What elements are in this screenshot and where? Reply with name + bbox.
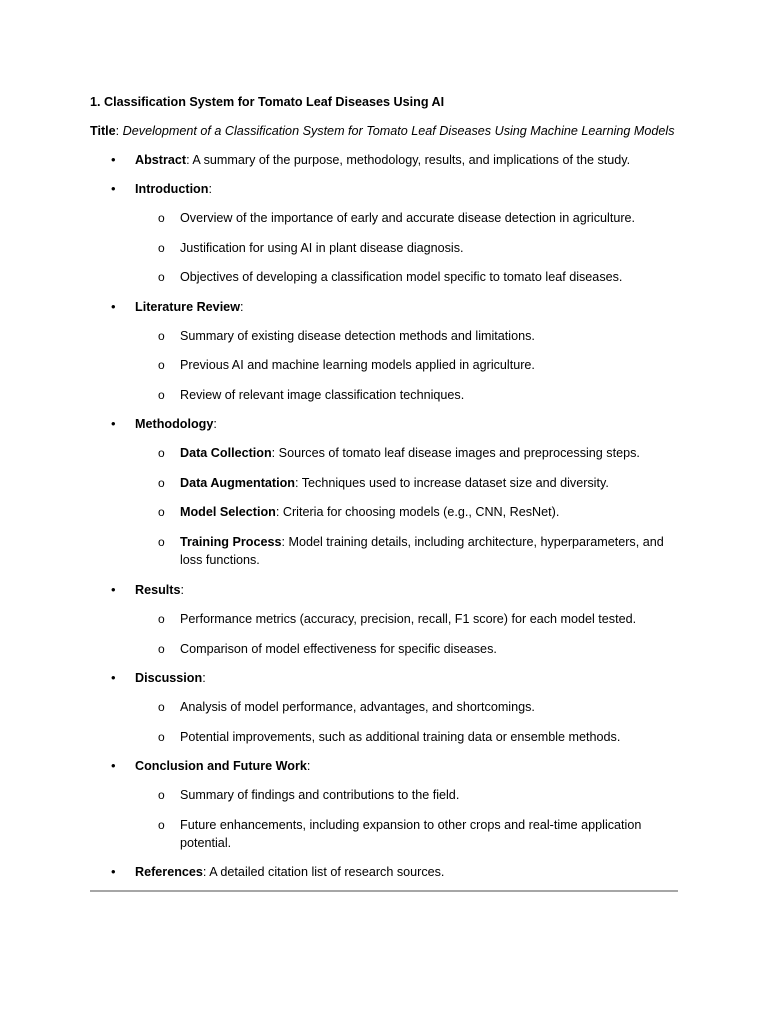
sub-item-line (180, 533, 680, 569)
title-separator: : (115, 124, 123, 138)
literature-review-label: Literature Review (135, 300, 240, 314)
references-text: : A detailed citation list of research sources. (202, 865, 445, 879)
sub-item-label: Model Selection (180, 505, 276, 519)
circle-bullet-icon: o (158, 270, 165, 284)
sub-item-text: Comparison of model effectiveness for specific diseases. (180, 642, 497, 656)
bullet-icon: • (111, 758, 116, 773)
sub-item-text: : Sources of tomato leaf disease images and preprocessing steps. (271, 446, 640, 460)
conclusion-label: Conclusion and Future Work (135, 759, 307, 773)
sub-item-text: Summary of existing disease detection methods and limitations. (180, 329, 535, 343)
circle-bullet-icon: o (158, 211, 165, 225)
circle-bullet-icon: o (158, 241, 165, 255)
introduction-text: : (208, 182, 212, 196)
introduction-line (135, 180, 212, 198)
references-line (135, 863, 444, 881)
sub-item-text: Potential improvements, such as additional training data or ensemble methods. (180, 730, 621, 744)
bullet-icon: • (111, 416, 116, 431)
bullet-icon: • (111, 670, 116, 685)
sub-item-line (180, 503, 680, 521)
circle-bullet-icon: o (158, 788, 165, 802)
abstract-text: : A summary of the purpose, methodology, results, and implications of the study. (186, 153, 631, 167)
circle-bullet-icon: o (158, 358, 165, 372)
sub-item-label: Data Augmentation (180, 476, 295, 490)
circle-bullet-icon: o (158, 535, 165, 549)
sub-item-text: : Techniques used to increase dataset size and diversity. (294, 476, 609, 490)
sub-item-text: : Criteria for choosing models (e.g., CNN, ResNet). (275, 505, 560, 519)
methodology-text: : (213, 417, 217, 431)
results-label: Results (135, 583, 181, 597)
sub-item-text: Previous AI and machine learning models applied in agriculture. (180, 358, 535, 372)
horizontal-rule (90, 890, 678, 892)
circle-bullet-icon: o (158, 446, 165, 460)
circle-bullet-icon: o (158, 329, 165, 343)
bullet-icon: • (111, 299, 116, 314)
discussion-label: Discussion (135, 671, 203, 685)
methodology-label: Methodology (135, 417, 214, 431)
sub-item-text: Justification for using AI in plant disease diagnosis. (180, 241, 464, 255)
discussion-text: : (202, 671, 206, 685)
sub-item-text: Summary of findings and contributions to the field. (180, 788, 460, 802)
sub-item-text: Overview of the importance of early and accurate disease detection in agriculture. (180, 211, 636, 225)
bullet-icon: • (111, 152, 116, 167)
bullet-icon: • (111, 864, 116, 879)
sub-item-text: : Model training details, including architecture, hyperparameters, and loss functions. (180, 535, 664, 567)
circle-bullet-icon: o (158, 730, 165, 744)
methodology-line (135, 415, 217, 433)
title-value: Development of a Classification System for Tomato Leaf Diseases Using Machine Learning Models (122, 124, 675, 138)
conclusion-text: : (306, 759, 311, 773)
discussion-line (135, 669, 206, 687)
sub-item-label: Training Process (180, 535, 282, 549)
section-heading: 1. Classification System for Tomato Leaf Diseases Using AI (90, 95, 445, 109)
sub-item-label: Data Collection (180, 446, 272, 460)
results-text: : (180, 583, 184, 597)
title-line (90, 122, 675, 140)
circle-bullet-icon: o (158, 612, 165, 626)
circle-bullet-icon: o (158, 505, 165, 519)
references-label: References (135, 865, 203, 879)
sub-item-text: Future enhancements, including expansion to other crops and real-time application potential. (180, 818, 642, 850)
abstract-label: Abstract (135, 153, 187, 167)
bullet-icon: • (111, 181, 116, 196)
literature-review-line (135, 298, 244, 316)
sub-item-text: Performance metrics (accuracy, precision, recall, F1 score) for each model tested. (180, 612, 637, 626)
bullet-icon: • (111, 582, 116, 597)
circle-bullet-icon: o (158, 476, 165, 490)
circle-bullet-icon: o (158, 388, 165, 402)
sub-item-line (180, 444, 680, 462)
introduction-label: Introduction (135, 182, 209, 196)
circle-bullet-icon: o (158, 818, 165, 832)
title-label: Title (90, 124, 116, 138)
sub-item-text: Analysis of model performance, advantages, and shortcomings. (180, 700, 535, 714)
literature-review-text: : (240, 300, 244, 314)
abstract-line (135, 151, 630, 169)
circle-bullet-icon: o (158, 700, 165, 714)
sub-item-line (180, 474, 680, 492)
results-line (135, 581, 184, 599)
sub-item-text: Objectives of developing a classification model specific to tomato leaf diseases. (180, 270, 623, 284)
conclusion-line (135, 757, 310, 775)
circle-bullet-icon: o (158, 642, 165, 656)
sub-item-text: Review of relevant image classification techniques. (180, 388, 465, 402)
